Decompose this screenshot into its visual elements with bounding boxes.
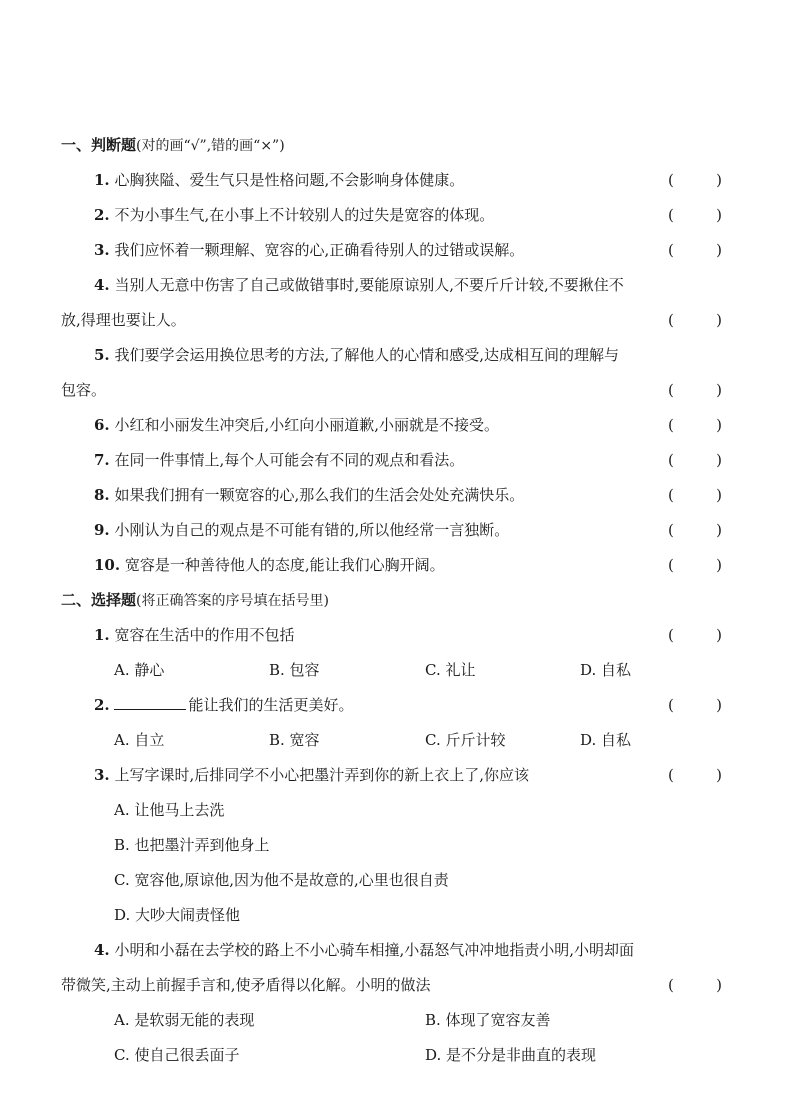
q2-option-c[interactable]: C. 斤斤计较 <box>425 731 506 749</box>
paren-close: ) <box>716 241 722 259</box>
answer-paren[interactable] <box>668 310 722 330</box>
answer-paren[interactable] <box>668 380 722 400</box>
q3-option-d[interactable]: D. 大吵大闹责怪他 <box>114 906 241 924</box>
paren-open: ( <box>668 241 674 259</box>
item-text: 如果我们拥有一颗宽容的心,那么我们的生活会处处充满快乐。 <box>114 486 525 504</box>
item-text: 小明和小磊在去学校的路上不小心骑车相撞,小磊怒气冲冲地指责小明,小明却面 <box>114 941 634 959</box>
item-number: 7. <box>94 451 110 469</box>
answer-paren[interactable] <box>668 205 722 225</box>
item-text: 宽容是一种善待他人的态度,能让我们心胸开阔。 <box>124 556 445 574</box>
paren-open: ( <box>668 766 674 784</box>
item-number: 3. <box>94 241 110 259</box>
item-number: 1. <box>94 171 110 189</box>
answer-paren[interactable] <box>668 170 722 190</box>
paren-open: ( <box>668 976 674 994</box>
choice-question-3 <box>94 765 529 785</box>
item-text: 我们要学会运用换位思考的方法,了解他人的心情和感受,达成相互间的理解与 <box>114 346 619 364</box>
item-number: 1. <box>94 626 110 644</box>
item-text: 我们应怀着一颗理解、宽容的心,正确看待别人的过错或误解。 <box>114 241 525 259</box>
paren-close: ) <box>716 696 722 714</box>
answer-paren[interactable] <box>668 450 722 470</box>
paren-open: ( <box>668 521 674 539</box>
section-2-note: (将正确答案的序号填在括号里) <box>136 593 329 609</box>
paren-open: ( <box>668 556 674 574</box>
section-2-title: 二、选择题 <box>61 591 137 609</box>
paren-close: ) <box>716 311 722 329</box>
item-number: 2. <box>94 206 110 224</box>
answer-paren[interactable] <box>668 625 722 645</box>
paren-close: ) <box>716 381 722 399</box>
item-number: 6. <box>94 416 110 434</box>
item-number: 5. <box>94 346 110 364</box>
judge-item-5 <box>94 345 619 365</box>
paren-open: ( <box>668 696 674 714</box>
fill-blank <box>114 695 186 710</box>
q1-option-a[interactable]: A. 静心 <box>114 661 165 679</box>
paren-open: ( <box>668 451 674 469</box>
judge-item-2 <box>94 205 494 225</box>
q4-option-a[interactable]: A. 是软弱无能的表现 <box>114 1011 255 1029</box>
paren-close: ) <box>716 486 722 504</box>
judge-item-8 <box>94 485 524 505</box>
paren-close: ) <box>716 171 722 189</box>
item-text: 不为小事生气,在小事上不计较别人的过失是宽容的体现。 <box>114 206 495 224</box>
paren-close: ) <box>716 416 722 434</box>
judge-item-4-cont: 放,得理也要让人。 <box>61 311 186 329</box>
paren-open: ( <box>668 416 674 434</box>
judge-item-4 <box>94 275 624 295</box>
answer-paren[interactable] <box>668 555 722 575</box>
item-text: 能让我们的生活更美好。 <box>188 696 354 714</box>
judge-item-10 <box>94 555 445 575</box>
choice-question-1 <box>94 625 294 645</box>
paren-open: ( <box>668 486 674 504</box>
q1-option-d[interactable]: D. 自私 <box>580 661 632 679</box>
item-text: 当别人无意中伤害了自己或做错事时,要能原谅别人,不要斤斤计较,不要揪住不 <box>114 276 624 294</box>
item-number: 9. <box>94 521 110 539</box>
answer-paren[interactable] <box>668 485 722 505</box>
section-2-heading <box>61 590 329 611</box>
q4-option-b[interactable]: B. 体现了宽容友善 <box>425 1011 551 1029</box>
answer-paren[interactable] <box>668 240 722 260</box>
answer-paren[interactable] <box>668 695 722 715</box>
paren-open: ( <box>668 381 674 399</box>
item-text: 小红和小丽发生冲突后,小红向小丽道歉,小丽就是不接受。 <box>114 416 499 434</box>
answer-paren[interactable] <box>668 415 722 435</box>
q1-option-c[interactable]: C. 礼让 <box>425 661 476 679</box>
item-number: 10. <box>94 556 121 574</box>
paren-close: ) <box>716 976 722 994</box>
judge-item-7 <box>94 450 464 470</box>
item-text: 心胸狭隘、爱生气只是性格问题,不会影响身体健康。 <box>114 171 465 189</box>
item-number: 4. <box>94 941 110 959</box>
item-number: 3. <box>94 766 110 784</box>
paren-open: ( <box>668 171 674 189</box>
item-number: 8. <box>94 486 110 504</box>
choice-question-2 <box>94 695 353 715</box>
answer-paren[interactable] <box>668 765 722 785</box>
paren-close: ) <box>716 451 722 469</box>
judge-item-5-cont: 包容。 <box>61 381 107 399</box>
item-text: 上写字课时,后排同学不小心把墨汁弄到你的新上衣上了,你应该 <box>114 766 529 784</box>
q4-option-c[interactable]: C. 使自己很丢面子 <box>114 1046 240 1064</box>
item-number: 2. <box>94 696 110 714</box>
answer-paren[interactable] <box>668 975 722 995</box>
paren-close: ) <box>716 766 722 784</box>
paren-close: ) <box>716 556 722 574</box>
paren-close: ) <box>716 626 722 644</box>
q3-option-b[interactable]: B. 也把墨汁弄到他身上 <box>114 836 270 854</box>
paren-close: ) <box>716 521 722 539</box>
q2-option-b[interactable]: B. 宽容 <box>269 731 320 749</box>
judge-item-6 <box>94 415 499 435</box>
choice-question-4 <box>94 940 634 960</box>
paren-close: ) <box>716 206 722 224</box>
answer-paren[interactable] <box>668 520 722 540</box>
section-1-heading <box>61 135 285 156</box>
q3-option-a[interactable]: A. 让他马上去洗 <box>114 801 225 819</box>
judge-item-3 <box>94 240 524 260</box>
paren-open: ( <box>668 311 674 329</box>
item-text: 小刚认为自己的观点是不可能有错的,所以他经常一言独断。 <box>114 521 510 539</box>
choice-question-4-cont: 带微笑,主动上前握手言和,使矛盾得以化解。小明的做法 <box>61 976 431 994</box>
item-text: 在同一件事情上,每个人可能会有不同的观点和看法。 <box>114 451 465 469</box>
item-number: 4. <box>94 276 110 294</box>
paren-open: ( <box>668 626 674 644</box>
section-1-title: 一、判断题 <box>61 136 137 154</box>
q2-option-d[interactable]: D. 自私 <box>580 731 632 749</box>
q1-option-b[interactable]: B. 包容 <box>269 661 320 679</box>
item-text: 宽容在生活中的作用不包括 <box>114 626 295 644</box>
judge-item-9 <box>94 520 509 540</box>
q3-option-c[interactable]: C. 宽容他,原谅他,因为他不是故意的,心里也很自责 <box>114 871 449 889</box>
judge-item-1 <box>94 170 464 190</box>
q4-option-d[interactable]: D. 是不分是非曲直的表现 <box>425 1046 597 1064</box>
q2-option-a[interactable]: A. 自立 <box>114 731 165 749</box>
section-1-note: (对的画“√”,错的画“×”) <box>136 138 285 154</box>
paren-open: ( <box>668 206 674 224</box>
